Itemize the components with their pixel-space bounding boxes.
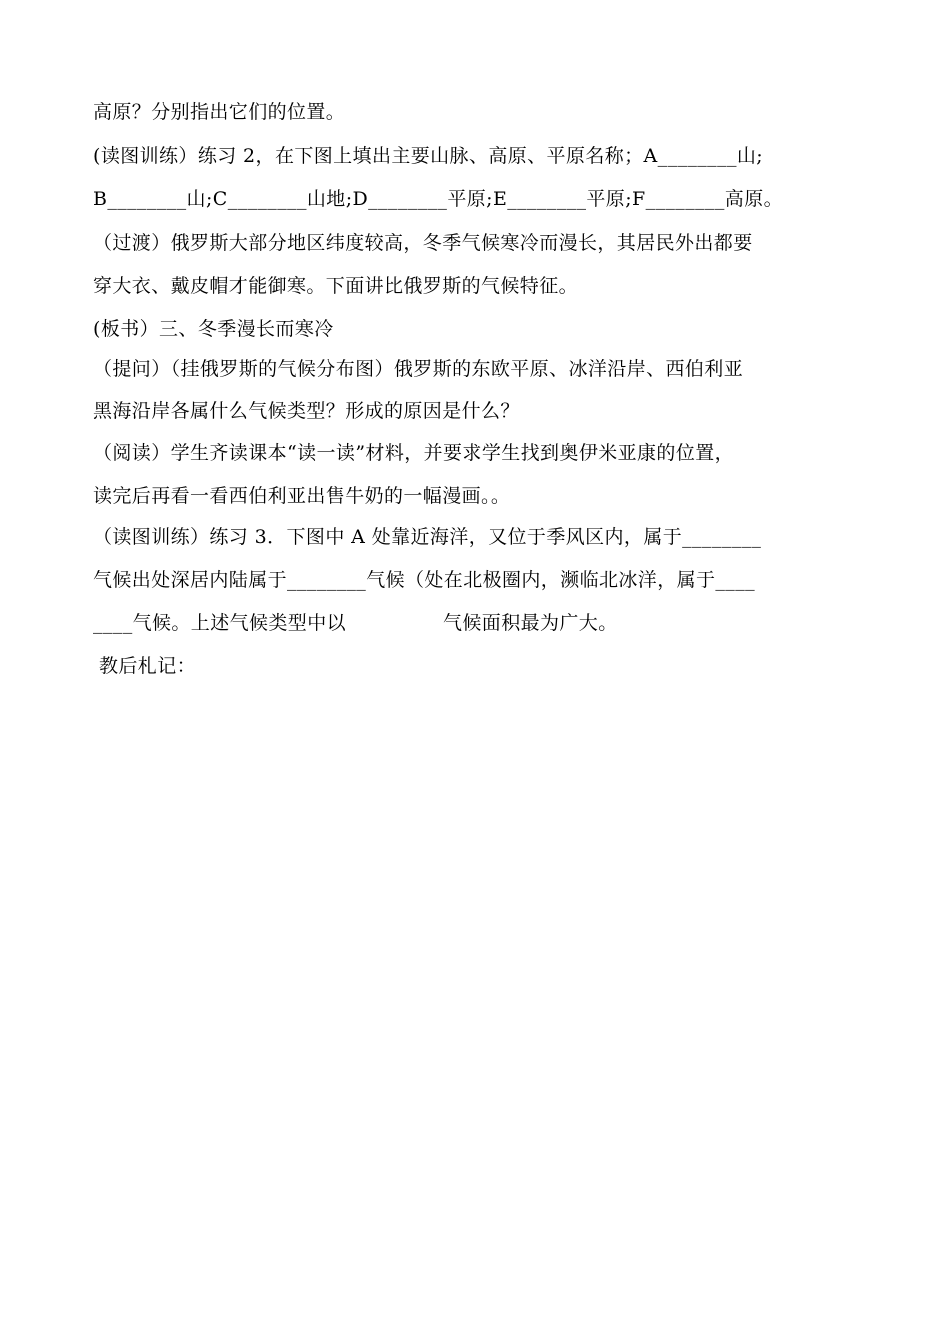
text-line-9: （阅读）学生齐读课本“读一读”材料，并要求学生找到奥伊米亚康的位置， — [93, 442, 735, 464]
text-line-10: 读完后再看一看西伯利亚出售牛奶的一幅漫画。。 — [93, 485, 511, 507]
text-line-1: 高原？分别指出它们的位置。 — [93, 101, 346, 123]
text-line-7: （提问）（挂俄罗斯的气候分布图）俄罗斯的东欧平原、冰洋沿岸、西伯利亚 — [93, 358, 744, 380]
text-line-5: 穿大衣、戴皮帽才能御寒。下面讲比俄罗斯的气候特征。 — [93, 275, 579, 297]
text-line-8: 黑海沿岸各属什么气候类型？形成的原因是什么？ — [93, 400, 520, 422]
text-line-2: (读图训练）练习 2，在下图上填出主要山脉、高原、平原名称；A________山; — [93, 145, 764, 167]
text-line-12: 气候出处深居内陆属于________气候（处在北极圈内，濒临北冰洋，属于____ — [93, 569, 756, 591]
text-line-3: B________山;C________山地;D________平原;E________平原;F________高原。 — [93, 188, 783, 210]
text-line-11: （读图训练）练习 3．下图中 A 处靠近海洋，又位于季风区内，属于________ — [93, 526, 762, 548]
post-lesson-notes-label: 教后札记： — [99, 655, 197, 677]
text-line-13: ____气候。上述气候类型中以 气候面积最为广大。 — [93, 612, 618, 634]
text-line-4: （过渡）俄罗斯大部分地区纬度较高，冬季气候寒冷而漫长，其居民外出都要 — [93, 232, 753, 254]
section-heading: (板书）三、冬季漫长而寒冷 — [93, 318, 334, 340]
